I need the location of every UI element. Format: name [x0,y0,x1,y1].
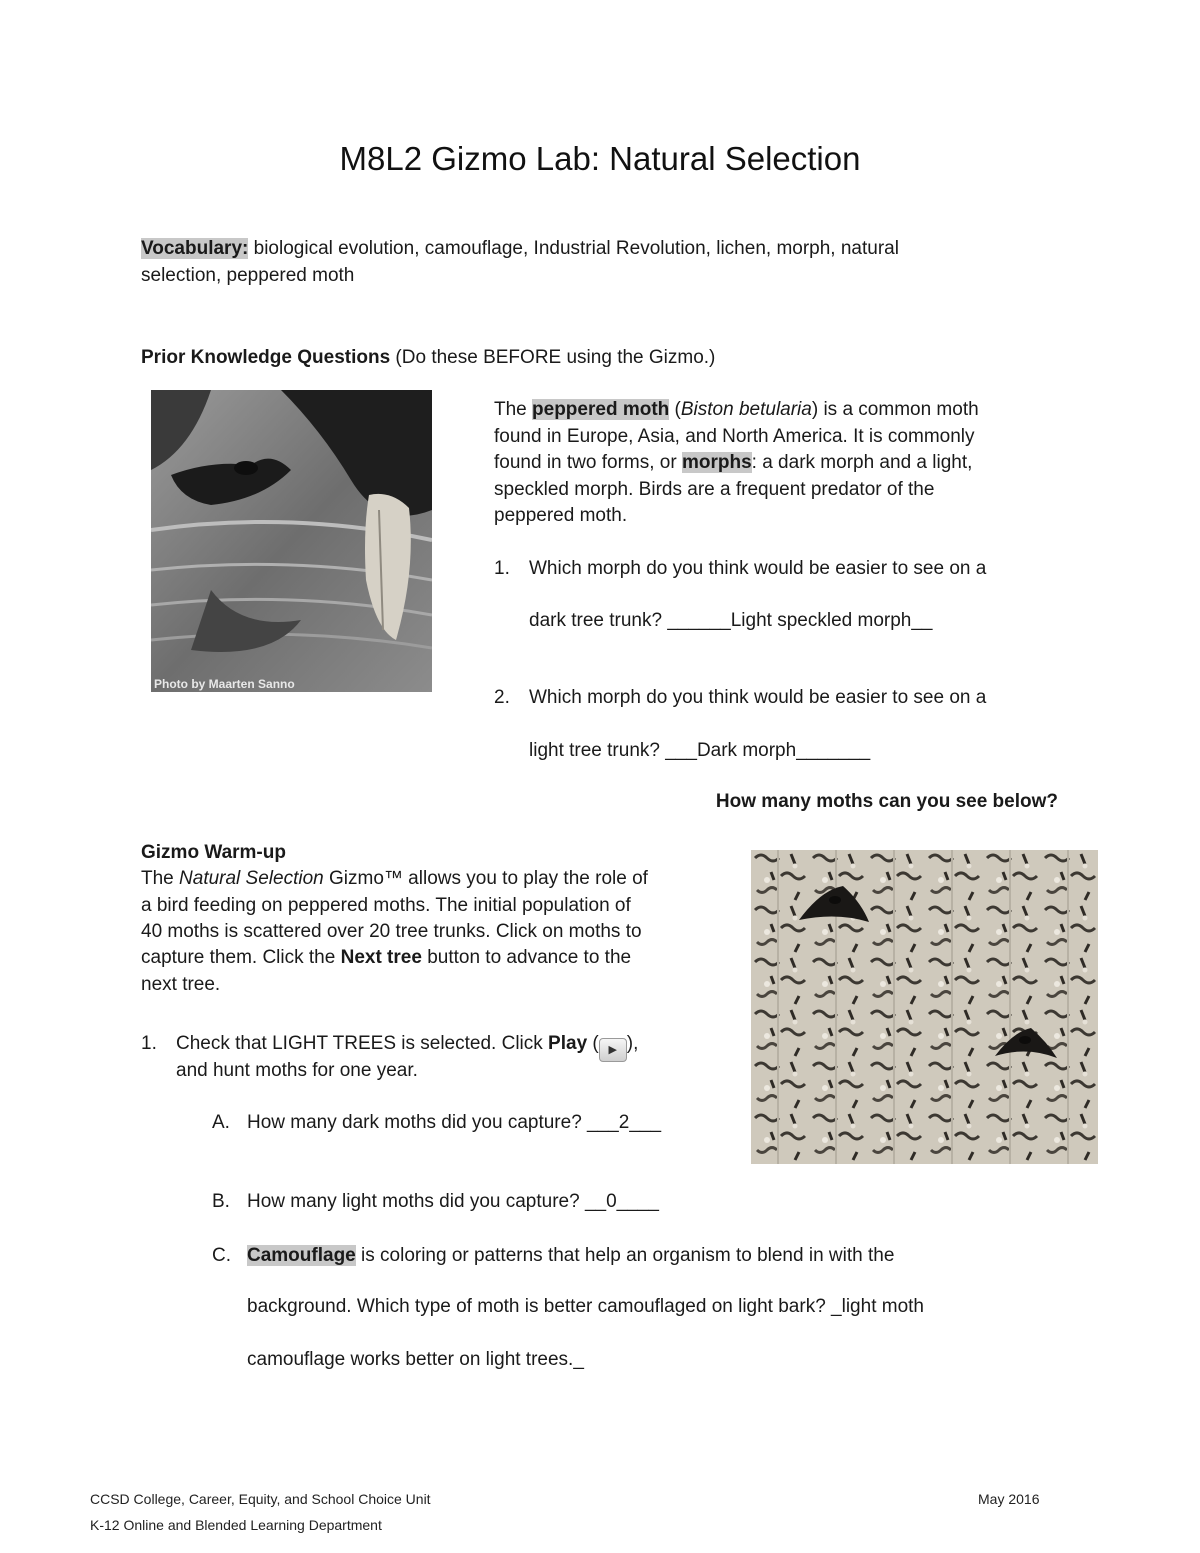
intro-line-2: found in Europe, Asia, and North America. It is commonly [494,426,975,447]
question-c-line-1 [247,1245,894,1267]
vocabulary-label: Vocabulary: [141,238,249,259]
footer-department: K-12 Online and Blended Learning Department [90,1517,382,1533]
warmup-line-3: 40 moths is scattered over 20 tree trunks. Click on moths to [141,921,642,942]
question-1-answer: dark tree trunk? ______Light speckled morph__ [529,610,933,631]
question-1-text: Which morph do you think would be easier to see on a [529,558,987,579]
warmup-text: The [141,868,180,889]
page-title: M8L2 Gizmo Lab: Natural Selection [339,140,861,177]
question-a-letter: A. [212,1112,230,1133]
how-many-moths-prompt: How many moths can you see below? [715,791,1058,812]
question-2-text: Which morph do you think would be easier to see on a [529,687,987,708]
next-tree-label: Next tree [340,947,422,968]
photo-credit: Photo by Maarten Sanno [154,677,295,691]
term-morphs: morphs [681,452,752,473]
prior-knowledge-title: Prior Knowledge Questions [141,347,391,368]
vocabulary-line-1 [141,238,899,260]
question-c-line-2: background. Which type of moth is better camouflaged on light bark? _light moth [247,1296,924,1317]
question-1-number: 1. [494,558,510,579]
gizmo-name: Natural Selection [179,868,324,889]
prior-knowledge-note: (Do these BEFORE using the Gizmo.) [390,347,716,368]
peppered-moth-photo [151,390,432,692]
question-a-text: How many dark moths did you capture? ___2___ [247,1112,662,1133]
warmup-text: Gizmo™ allows you to play the role of [323,868,648,889]
scientific-name: Biston betularia [680,399,812,420]
warmup-line-5: next tree. [141,974,221,995]
warmup-line-1 [141,868,648,890]
intro-line-1 [494,399,979,421]
step-1-text: ( [587,1033,599,1054]
step-1-text: Check that LIGHT TREES is selected. Click [176,1033,549,1054]
term-camouflage: Camouflage [247,1245,356,1266]
play-label: Play [548,1033,588,1054]
warmup-line-4 [141,947,631,969]
warmup-text: capture them. Click the [141,947,341,968]
step-1-text: ), [626,1033,639,1054]
moths-on-bark-image [751,850,1098,1164]
footer-unit: CCSD College, Career, Equity, and School Choice Unit [90,1491,431,1507]
question-c-text: is coloring or patterns that help an organism to blend in with the [355,1245,895,1266]
question-2-answer: light tree trunk? ___Dark morph_______ [529,740,871,761]
intro-text: : a dark morph and a light, [751,452,973,473]
step-1-line-1 [176,1033,638,1062]
step-1-line-2: and hunt moths for one year. [176,1060,418,1081]
intro-text: found in two forms, or [494,452,682,473]
prior-knowledge-heading [141,347,715,369]
vocabulary-line-2: selection, peppered moth [141,265,355,286]
intro-text: ) is a common moth [811,399,979,420]
question-2-number: 2. [494,687,510,708]
question-c-line-3: camouflage works better on light trees._ [247,1349,584,1370]
intro-text: ( [669,399,681,420]
gizmo-warmup-heading: Gizmo Warm-up [141,842,286,863]
term-peppered-moth: peppered moth [532,399,670,420]
intro-line-3 [494,452,972,474]
vocabulary-terms-1: biological evolution, camouflage, Industrial Revolution, lichen, morph, natural [248,238,899,259]
step-1-number: 1. [141,1033,157,1054]
footer-date: May 2016 [978,1491,1040,1507]
warmup-text: button to advance to the [421,947,632,968]
warmup-line-2: a bird feeding on peppered moths. The initial population of [141,895,631,916]
question-b-text: How many light moths did you capture? __0____ [247,1191,659,1212]
play-icon: ▶ [599,1038,627,1062]
question-b-letter: B. [212,1191,230,1212]
intro-line-4: speckled morph. Birds are a frequent predator of the [494,479,935,500]
intro-text: The [494,399,533,420]
question-c-letter: C. [212,1245,231,1266]
intro-line-5: peppered moth. [494,505,628,526]
